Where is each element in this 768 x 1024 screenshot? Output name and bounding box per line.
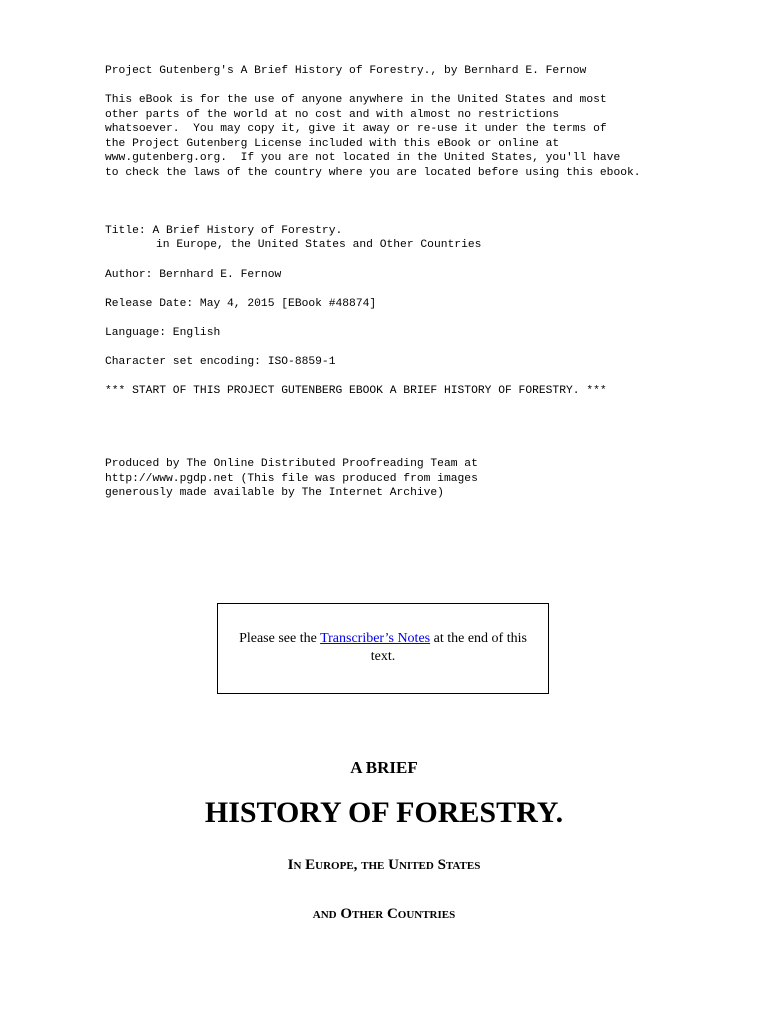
book-subtitle-line-1: In Europe, the United States	[287, 857, 481, 873]
meta-charset: Character set encoding: ISO-8859-1	[105, 356, 336, 368]
start-marker: *** START OF THIS PROJECT GUTENBERG EBOOK A BRIEF HISTORY OF FORESTRY. ***	[105, 385, 607, 397]
meta-title: Title: A Brief History of Forestry.	[105, 225, 343, 237]
book-subtitle-line-2: and Other Countries	[312, 906, 456, 922]
meta-subtitle: in Europe, the United States and Other Countries	[156, 239, 482, 251]
license-text: This eBook is for the use of anyone anywhere in the United States and most other parts of the world at no cost and with almost no restrictions whatsoever. You may copy it, give it away or re-use it under the terms of the Project Gutenberg License included with this eBook or online at www.gutenberg.org. If you are not located in the United States, you'll have to check the laws of the country where you are located before using this ebook.	[105, 94, 641, 179]
book-title-prefix: A BRIEF	[350, 758, 418, 777]
produced-by-credits: Produced by The Online Distributed Proofreading Team at http://www.pgdp.net (This file was produced from images generously made available by The Internet Archive)	[105, 458, 478, 499]
meta-release-date: Release Date: May 4, 2015 [EBook #48874]	[105, 298, 377, 310]
gutenberg-header-line: Project Gutenberg's A Brief History of Forestry., by Bernhard E. Fernow	[105, 65, 587, 77]
transcriber-notes-box	[217, 603, 549, 694]
book-main-title: HISTORY OF FORESTRY.	[204, 796, 564, 829]
notes-prefix: Please see the	[239, 631, 321, 646]
transcribers-notes-link[interactable]: Transcriber’s Notes	[320, 631, 431, 646]
notes-suffix: at the end of this text.	[370, 631, 527, 664]
meta-language: Language: English	[105, 327, 221, 339]
meta-author: Author: Bernhard E. Fernow	[105, 269, 282, 281]
